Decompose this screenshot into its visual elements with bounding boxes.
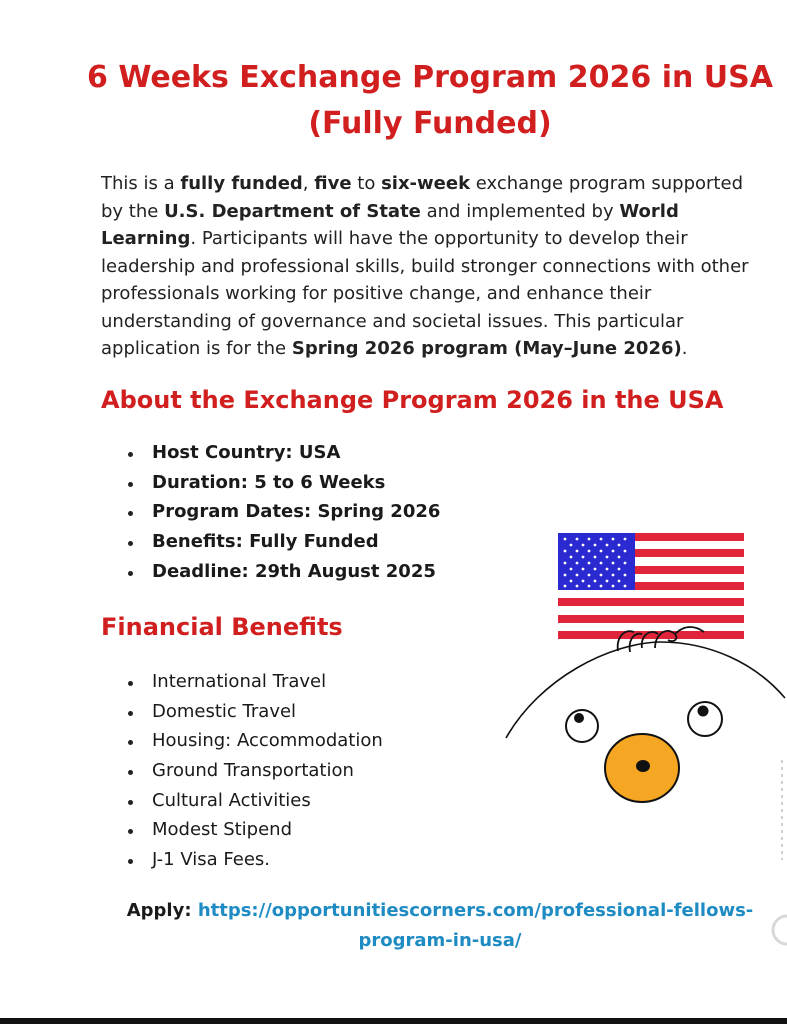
list-item: Host Country: USA (125, 438, 440, 468)
list-item: J-1 Visa Fees. (125, 845, 383, 875)
list-item: Program Dates: Spring 2026 (125, 497, 440, 527)
page-title (60, 55, 787, 147)
about-list (125, 438, 440, 586)
list-item: International Travel (125, 667, 383, 697)
intro-bold: Spring 2026 program (May–June 2026) (291, 338, 682, 359)
about-heading: About the Exchange Program 2026 in the USA (101, 386, 724, 414)
financial-list (125, 667, 383, 875)
financial-heading: Financial Benefits (101, 613, 343, 641)
intro-text: . (681, 338, 688, 359)
cartoon-bird-icon (500, 618, 787, 808)
intro-paragraph (101, 170, 761, 363)
apply-link-continued[interactable]: program-in-usa/ (358, 930, 522, 951)
bottom-bar (0, 1018, 787, 1024)
intro-text: . Participants will have the opportunity to develop their leadership and professional skills, build stronger connections with other professionals working for positive change, and enhance their understanding of governance and societal issues. This particular application is for the (101, 228, 749, 359)
title-line-2: (Fully Funded) (308, 106, 552, 141)
intro-text: and implemented by (420, 200, 620, 222)
apply-link[interactable]: https://opportunitiescorners.com/professional-fellows- (197, 900, 754, 921)
intro-text: to (351, 173, 382, 194)
intro-text: , (302, 173, 315, 194)
list-item: Housing: Accommodation (125, 726, 383, 756)
apply-label: Apply: (126, 900, 192, 921)
apply-block (120, 896, 760, 956)
intro-bold: World Learning (101, 200, 679, 249)
list-item: Cultural Activities (125, 786, 383, 816)
list-item: Modest Stipend (125, 815, 383, 845)
title-line-1: 6 Weeks Exchange Program 2026 in USA (87, 60, 773, 95)
intro-text: This is a (101, 173, 181, 194)
edge-decoration (770, 740, 787, 960)
list-item: Domestic Travel (125, 697, 383, 727)
intro-text: exchange program supported by the (101, 173, 743, 222)
list-item: Duration: 5 to 6 Weeks (125, 468, 440, 498)
intro-bold: six-week (381, 173, 471, 194)
intro-bold: fully funded (180, 173, 303, 194)
list-item: Ground Transportation (125, 756, 383, 786)
intro-bold: U.S. Department of State (164, 200, 421, 222)
list-item: Deadline: 29th August 2025 (125, 557, 440, 587)
list-item: Benefits: Fully Funded (125, 527, 440, 557)
intro-bold: five (314, 173, 352, 194)
